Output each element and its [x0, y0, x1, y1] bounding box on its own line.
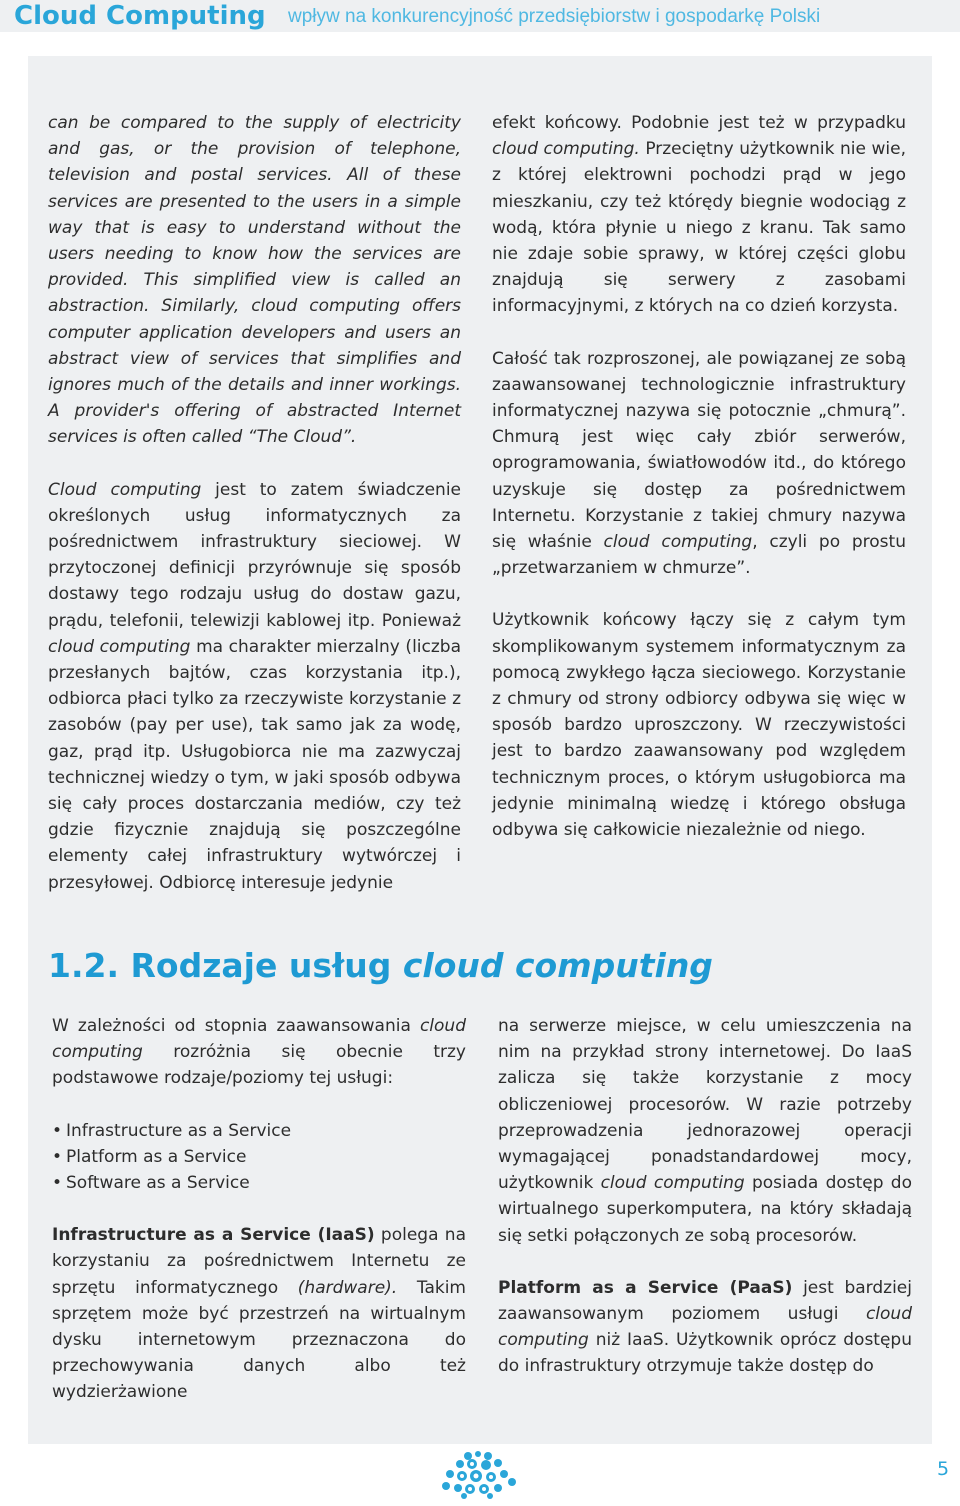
paragraph-text: Takim sprzętem może być przestrzeń na wirtualnym dysku internetowym przeznaczona do przechowywania danych albo też wydzierżawione: [52, 1277, 466, 1403]
paragraph-text: , czyli po prostu „przetwarzaniem w chmurze”.: [492, 532, 906, 579]
term-paas: Platform as a Service (PaaS): [498, 1277, 793, 1298]
paragraph-text: jest bardziej zaawansowanym poziomem usługi: [498, 1277, 912, 1325]
header-title: Cloud Computing: [14, 1, 266, 31]
paragraph-text: W zależności od stopnia zaawansowania: [52, 1016, 420, 1036]
paragraph-paas: [498, 1275, 912, 1380]
column-2: [492, 110, 906, 843]
list-item: • Infrastructure as a Service: [52, 1118, 466, 1144]
header-subtitle: wpływ na konkurencyjność przedsiębiorstw i gospodarkę Polski: [288, 6, 821, 27]
paragraph-iaas: [52, 1222, 466, 1405]
term-cloud-computing: cloud computing: [600, 1173, 745, 1194]
paragraph-end-user: Użytkownik końcowy łączy się z całym tym skomplikowanym systemem informatycznym za pomocą zwykłego łącza sieciowego. Korzystanie z chmury od strony odbiorcy odbywa się więc w sposób bardzo uproszczony. W rzeczywistości jest to bardzo zaawansowany pod względem technicznym proces, o którym usługobiorca ma jedynie minimalną wiedzę i którego obsługa odbywa się całkowicie niezależnie od niego.: [492, 610, 906, 841]
paragraph-text: Przeciętny użytkownik nie wie, z której elektrowni pochodzi prąd w jego mieszkaniu, czy też którędy biegnie wodociąg z wodą, która płynie u niego z kranu. Tak samo nie zdaje sobie sprawy, w której części globu znajdują się serwery z zasobami informacyjnymi, z których na co dzień korzysta.: [492, 139, 906, 317]
heading-text: 1.2. Rodzaje usług: [48, 946, 403, 985]
paragraph-text: efekt końcowy. Podobnie jest też w przypadku: [492, 113, 906, 133]
column-4: [498, 1013, 912, 1380]
page-header: [0, 0, 960, 32]
term-cloud-computing: cloud computing: [48, 636, 191, 657]
paragraph-text: Całość tak rozproszonej, ale powiązanej ze sobą zaawansowanej technologicznie infrastruktury informatycznej nazywa się potocznie „chmurą”. Chmurą jest więc cały zbiór serwerów, oprogramowania, światłowodów itd., do którego uzyskuje się dostęp za pośrednictwem Internetu. Korzystanie z takiej chmury nazywa się właśnie: [492, 348, 906, 553]
paragraph-text: rozróżnia się obecnie trzy podstawowe rodzaje/poziomy tej usługi:: [52, 1042, 466, 1089]
term-cloud-computing: Cloud computing: [48, 479, 202, 500]
paragraph-iaas-continued: [498, 1013, 912, 1249]
paragraph-cloud-infrastructure: [492, 346, 906, 582]
cloud-logo-icon: [438, 1450, 522, 1500]
heading-term: cloud computing: [402, 946, 713, 985]
term-iaas: Infrastructure as a Service (IaaS): [52, 1225, 375, 1246]
term-cloud-computing: cloud computing.: [492, 139, 640, 160]
page-number: 5: [937, 1458, 950, 1480]
paragraph-text: posiada dostęp do wirtualnego superkomputera, na który składają się setki połączonych ze sobą procesorów.: [498, 1173, 912, 1246]
paragraph-end-effect: [492, 110, 906, 320]
paragraph-text: ma charakter mierzalny (liczba przesłanych bajtów, czas korzystania itp.), odbiorca płaci tylko za rzeczywiste korzystanie z zasobów (pay per use), tak samo jak za wodę, gaz, prąd itp. Usługobiorca nie ma zazwyczaj technicznej wiedzy o tym, w jaki sposób odbywa się cały proces dostarczania mediów, czy też gdzie fizycznie znajdują się poszczególne elementy całej infrastruktury wytwórczej i przesyłowej. Odbiorcę interesuje jedynie: [48, 636, 461, 893]
term-hardware: (hardware).: [297, 1277, 398, 1298]
list-item: • Software as a Service: [52, 1170, 466, 1196]
paragraph-text: na serwerze miejsce, w celu umieszczenia na nim na przykład strony internetowej. Do IaaS zalicza się także korzystanie z mocy obliczeniowej procesorów. W razie potrzeby przeprowadzenia jednorazowej operacji wymagającej ponadstandardowej mocy, użytkownik: [498, 1016, 912, 1194]
column-3: [52, 1013, 466, 1406]
list-item: • Platform as a Service: [52, 1144, 466, 1170]
paragraph-service-levels: [52, 1013, 466, 1092]
paragraph-text: niż IaaS. Użytkownik oprócz dostępu do infrastruktury otrzymuje także dostęp do: [498, 1330, 912, 1377]
term-cloud-computing: cloud computing: [52, 1016, 466, 1063]
paragraph-cloud-definition: [48, 477, 461, 896]
paragraph-text: jest to zatem świadczenie określonych usług informatycznych za pośrednictwem infrastruktury sieciowej. W przytoczonej definicji przyrównuje się sposób dostawy tego rodzaju usług do dostaw gazu, prądu, telefonii, telewizji kablowej itp. Ponieważ: [48, 479, 461, 631]
paragraph-text: polega na korzystaniu za pośrednictwem Internetu ze sprzętu informatycznego: [52, 1225, 466, 1298]
term-cloud-computing: cloud computing: [498, 1304, 912, 1351]
section-heading: [48, 944, 908, 988]
english-quote-paragraph: can be compared to the supply of electricity and gas, or the provision of telephone, television and postal services. All of these services are presented to the users in a simple way that is easy to understand without the users needing to know how the services are provided. This simplified view is called an abstraction. Similarly, cloud computing offers computer application developers and users an abstract view of services that simplifies and ignores much of the details and inner workings. A provider's offering of abstracted Internet services is often called “The Cloud”.: [48, 113, 461, 448]
service-list: [52, 1118, 466, 1197]
column-1: [48, 110, 461, 896]
term-cloud-computing: cloud computing: [603, 532, 753, 553]
